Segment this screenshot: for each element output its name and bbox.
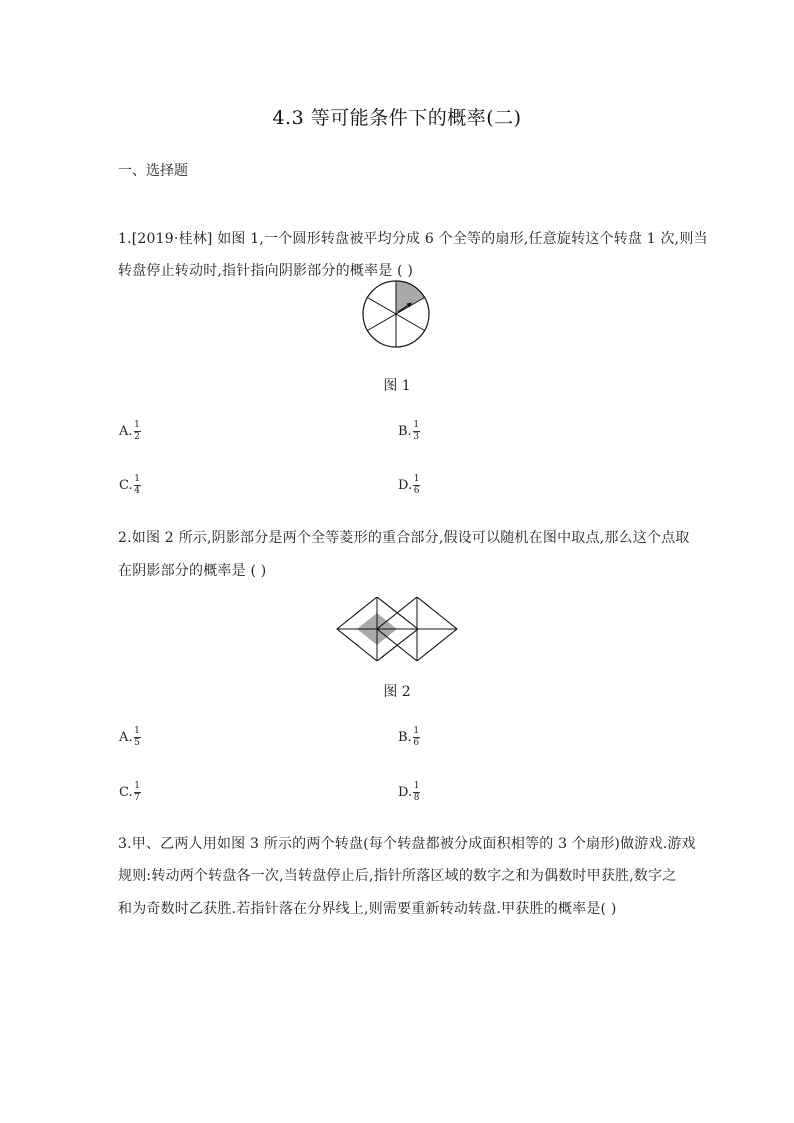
numerator: 1 (134, 726, 140, 736)
option-fraction (413, 475, 420, 496)
denominator: 2 (134, 432, 140, 442)
question-2-line-2: 在阴影部分的概率是 ( ) (118, 563, 267, 579)
spinner-radius (367, 314, 396, 331)
spinner-radius (367, 298, 396, 315)
option-fraction (413, 782, 420, 803)
numerator: 1 (134, 474, 140, 484)
option-letter: C. (119, 478, 133, 493)
option-letter: C. (119, 785, 133, 800)
option-fraction (134, 475, 141, 496)
q1-option-d (398, 475, 420, 496)
option-letter: D. (398, 478, 413, 493)
denominator: 6 (413, 738, 420, 748)
q2-option-c (119, 782, 141, 803)
question-3-line-2: 规则:转动两个转盘各一次,当转盘停止后,指针所落区域的数字之和为偶数时甲获胜,数字之 (118, 868, 677, 884)
numerator: 1 (134, 420, 140, 430)
option-letter: A. (119, 730, 133, 745)
figure-2-rhombi (336, 597, 458, 661)
figure-1-caption: 图 1 (383, 378, 411, 394)
option-fraction (413, 727, 420, 748)
denominator: 8 (413, 793, 420, 803)
figure-2-caption: 图 2 (383, 684, 411, 700)
question-1-line-1: 1.[2019·桂林] 如图 1,一个圆形转盘被平均分成 6 个全等的扇形,任意旋转这个转盘 1 次,则当 (118, 231, 708, 247)
question-2-line-1: 2.如图 2 所示,阴影部分是两个全等菱形的重合部分,假设可以随机在图中取点,那么这个点取 (118, 530, 690, 546)
spinner-shaded-sector (396, 281, 425, 314)
denominator: 5 (134, 738, 140, 748)
numerator: 1 (413, 420, 420, 430)
q1-option-b (398, 421, 420, 442)
denominator: 3 (413, 432, 420, 442)
option-letter: B. (398, 730, 412, 745)
numerator: 1 (413, 781, 420, 791)
denominator: 7 (134, 793, 140, 803)
denominator: 4 (134, 486, 140, 496)
numerator: 1 (413, 726, 420, 736)
option-fraction (413, 421, 420, 442)
option-letter: D. (398, 785, 413, 800)
denominator: 6 (413, 486, 420, 496)
question-3-line-3: 和为奇数时乙获胜.若指针落在分界线上,则需要重新转动转盘.甲获胜的概率是( ) (118, 901, 617, 917)
figure-1-spinner (360, 278, 432, 350)
q1-option-c (119, 475, 141, 496)
q2-option-d (398, 782, 420, 803)
option-fraction (134, 421, 141, 442)
page-title: 4.3 等可能条件下的概率(二) (272, 107, 522, 129)
q2-option-b (398, 727, 420, 748)
numerator: 1 (134, 781, 140, 791)
option-letter: A. (119, 424, 133, 439)
option-fraction (134, 727, 141, 748)
question-1-line-2: 转盘停止转动时,指针指向阴影部分的概率是 ( ) (118, 263, 414, 279)
question-3-line-1: 3.甲、乙两人用如图 3 所示的两个转盘(每个转盘都被分成面积相等的 3 个扇形)做游戏.游戏 (118, 836, 696, 852)
q2-option-a (119, 727, 141, 748)
numerator: 1 (413, 474, 420, 484)
option-letter: B. (398, 424, 412, 439)
option-fraction (134, 782, 141, 803)
spinner-radius (396, 314, 425, 331)
q1-option-a (119, 421, 141, 442)
section-heading: 一、选择题 (118, 163, 188, 179)
